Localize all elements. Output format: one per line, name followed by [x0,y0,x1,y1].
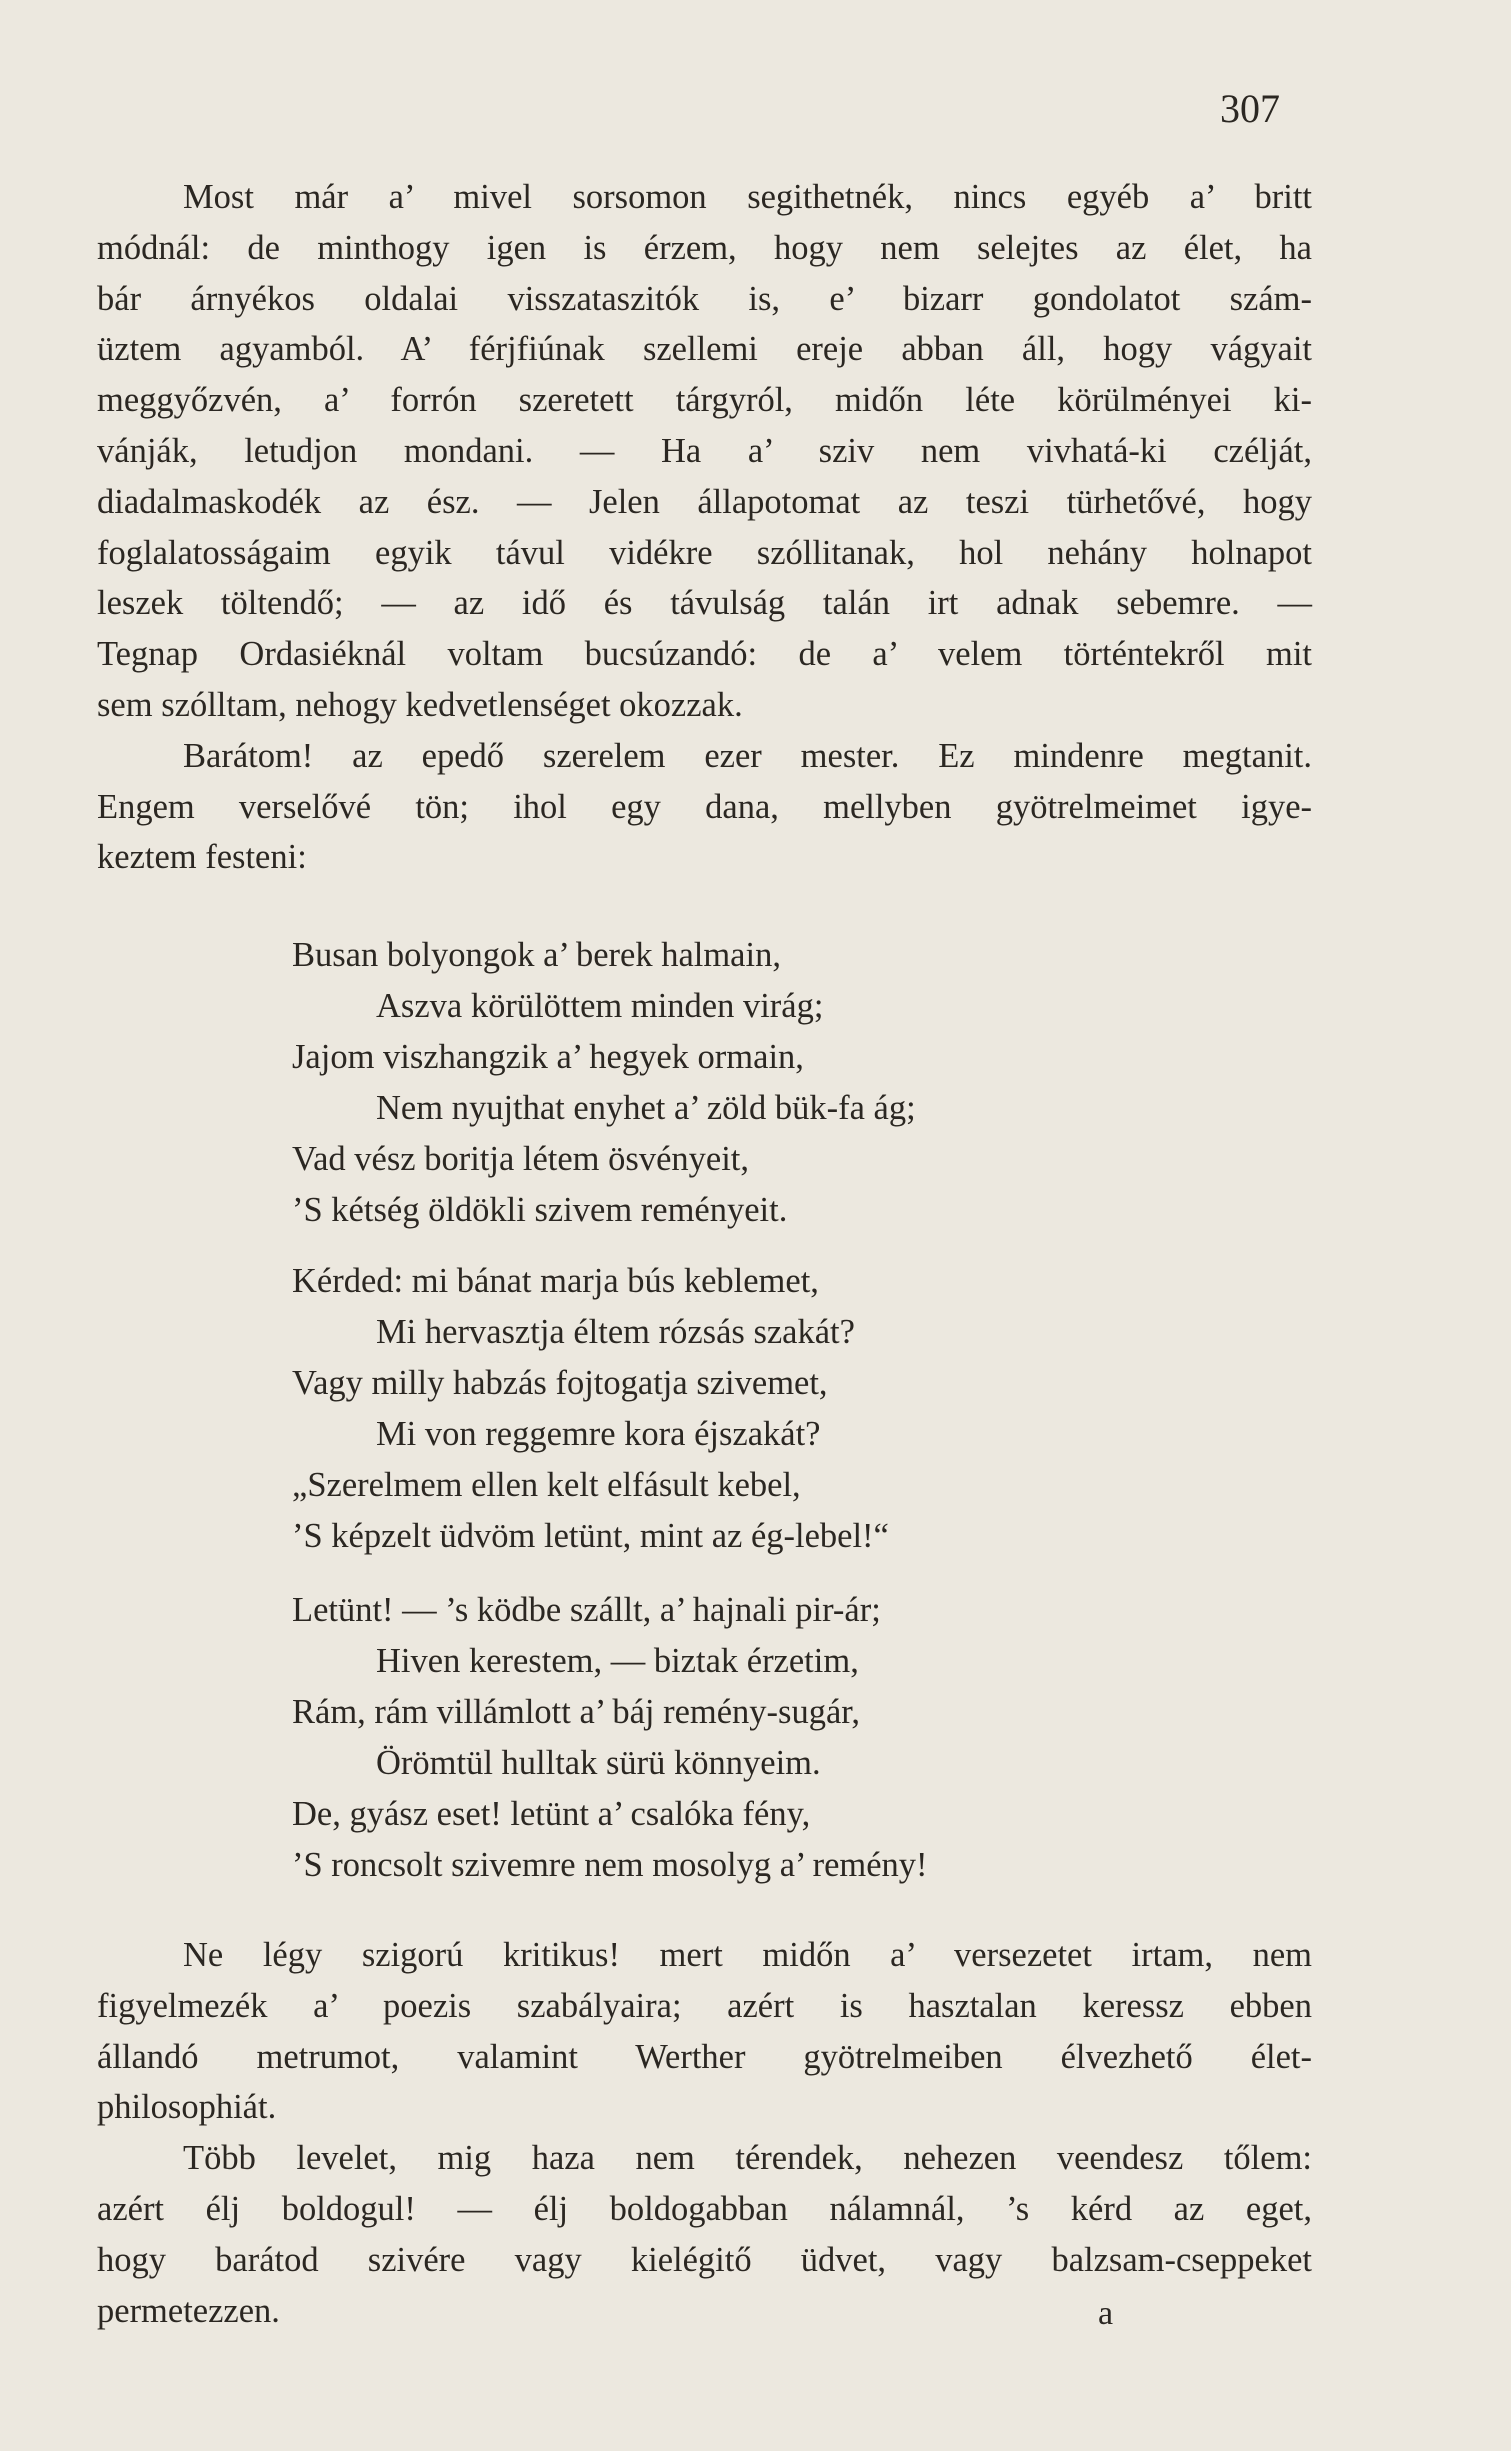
text-line: leszek töltendő; — az idő és távulság talán irt adnak sebemre. — [97,584,1312,623]
poem-line: ’S képzelt üdvöm letünt, mint az ég-lebel!“ [292,1517,889,1555]
closing-text [97,1930,1312,2336]
poem-line: Nem nyujthat enyhet a’ zöld bük-fa ág; [376,1089,916,1127]
poem-line: Aszva körülöttem minden virág; [376,987,824,1025]
catchword: a [1098,2295,1114,2332]
poem-line: Mi hervasztja éltem rózsás szakát? [376,1313,855,1351]
poem-stanza-3 [292,1585,928,1891]
poem-line: Kérded: mi bánat marja bús keblemet, [292,1262,819,1300]
poem-line: Mi von reggemre kora éjszakát? [376,1415,821,1453]
poem-stanza-2 [292,1256,889,1562]
text-line: Tegnap Ordasiéknál voltam bucsúzandó: de a’ velem történtekről mit [97,635,1312,674]
text-line: Most már a’ mivel sorsomon segithetnék, nincs egyéb a’ britt [183,178,1312,216]
poem-line: „Szerelmem ellen kelt elfásult kebel, [292,1466,801,1504]
poem-line: Rám, rám villámlott a’ báj remény-sugár, [292,1693,861,1731]
text-line: bár árnyékos oldalai visszataszitók is, e’ bizarr gondolatot szám- [97,279,1312,318]
page-number: 307 [1220,86,1280,131]
text-line: sem szólltam, nehogy kedvetlenséget okozzak. [97,685,743,724]
text-line: állandó metrumot, valamint Werther gyötrelmeiben élvezhető élet- [97,2037,1312,2076]
poem-line: Örömtül hulltak sürü könnyeim. [376,1744,821,1782]
text-line: figyelmezék a’ poezis szabályaira; azért is hasztalan keressz ebben [97,1986,1312,2025]
text-line: módnál: de minthogy igen is érzem, hogy nem selejtes az élet, ha [97,228,1312,267]
text-line: permetezzen. [97,2291,280,2330]
text-line: Ne légy szigorú kritikus! mert midőn a’ versezetet irtam, nem [183,1936,1312,1974]
poem-line: Letünt! — ’s ködbe szállt, a’ hajnali pir-ár; [292,1591,881,1629]
text-line: foglalatosságaim egyik távul vidékre szóllitanak, hol nehány holnapot [97,533,1312,572]
text-line: philosophiát. [97,2088,277,2127]
paragraph-2 [97,731,1312,883]
paragraph-1 [97,172,1312,731]
poem-line: ’S roncsolt szivemre nem mosolyg a’ remény! [292,1846,928,1884]
text-line: azért élj boldogul! — élj boldogabban nálamnál, ’s kérd az eget, [97,2189,1312,2228]
paragraph-4 [97,2133,1312,2336]
text-line: Engem verselővé tön; ihol egy dana, mellyben gyötrelmeimet igye- [97,787,1312,826]
poem-line: Hiven kerestem, — biztak érzetim, [376,1642,859,1680]
text-line: Több levelet, mig haza nem térendek, nehezen veendesz tőlem: [183,2139,1312,2178]
poem-line: Busan bolyongok a’ berek halmain, [292,936,781,974]
text-line: vánják, letudjon mondani. — Ha a’ sziv nem vivhatá-ki czélját, [97,431,1312,470]
poem-line: Jajom viszhangzik a’ hegyek ormain, [292,1038,804,1076]
text-line: meggyőzvén, a’ forrón szeretett tárgyról, midőn léte körülményei ki- [97,381,1312,420]
poem-line: ’S kétség öldökli szivem reményeit. [292,1191,788,1229]
text-line: üztem agyamból. A’ férjfiúnak szellemi ereje abban áll, hogy vágyait [97,330,1312,369]
poem-line: De, gyász eset! letünt a’ csalóka fény, [292,1795,811,1833]
main-text [97,172,1312,883]
text-line: hogy barátod szivére vagy kielégitő üdvet, vagy balzsam-cseppeket [97,2240,1312,2279]
poem-line: Vagy milly habzás fojtogatja szivemet, [292,1364,828,1402]
text-line: keztem festeni: [97,838,307,877]
paragraph-3 [97,1930,1312,2133]
text-line: diadalmaskodék az ész. — Jelen állapotomat az teszi türhetővé, hogy [97,482,1312,521]
poem-stanza-1 [292,930,916,1236]
poem-line: Vad vész boritja létem ösvényeit, [292,1140,749,1178]
text-line: Barátom! az epedő szerelem ezer mester. Ez mindenre megtanit. [183,736,1312,775]
